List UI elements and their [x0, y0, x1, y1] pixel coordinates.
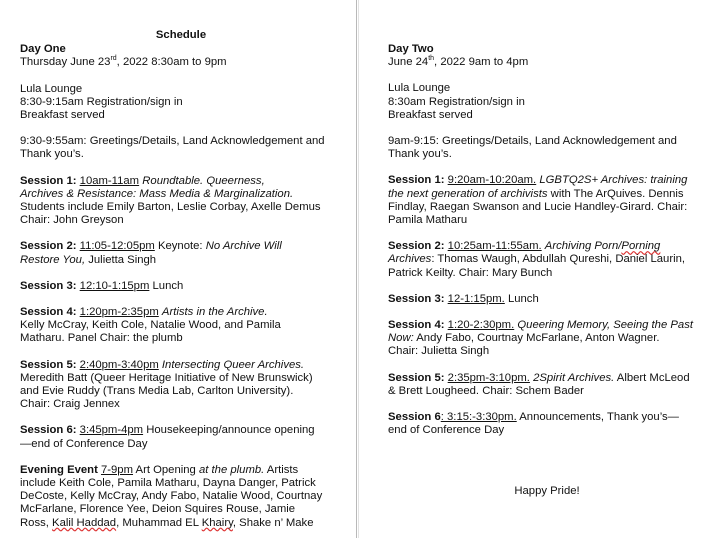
evening-event: Evening Event 7-9pm Art Opening at the plumb. Artists include Keith Cole, Pamila Matharu, Dayna Danger, Patrick DeCoste, Kelly McCray, Andy Fabo, Natalie Wood, Courtnay McFarlane, Florence Yee, Deion Squires Rouse, Jamie Ross, Kalil Haddad, Muhammad EL Khairy, Shake n’ Make	[20, 463, 323, 529]
session-time: 1:20pm-2:35pm	[79, 306, 159, 319]
day-one-greetings: 9:30-9:55am: Greetings/Details, Land Acknowledgement and Thank you’s.	[20, 135, 325, 161]
session-label: Session 3:	[388, 292, 445, 305]
day-one-heading: Day One	[20, 43, 66, 56]
session-label: Session 1:	[388, 174, 445, 187]
session-time: 2:35pm-3:10pm.	[447, 371, 530, 384]
session-time: 1:20-2:30pm.	[447, 319, 515, 332]
session-time: 12:10-1:15pm	[79, 279, 150, 292]
session-label: Session 4:	[20, 306, 77, 319]
session-label: Session 2:	[388, 240, 445, 253]
breakfast-line: Breakfast served	[388, 108, 473, 121]
session-time: 2:40pm-3:40pm	[79, 358, 159, 371]
left-page	[0, 0, 356, 538]
day-one-session-3: Session 3: 12:10-1:15pm Lunch	[20, 279, 184, 292]
page-divider	[356, 0, 357, 538]
left-page-content	[20, 29, 342, 543]
day-two-date: June 24th, 2022 9am to 4pm	[388, 55, 529, 69]
right-page	[358, 0, 720, 538]
session-time: : 3:15:-3:30pm.	[440, 411, 517, 424]
session-time: 9:20am-10:20am.	[447, 174, 537, 187]
session-label: Session 3:	[20, 279, 77, 292]
right-page-content	[388, 43, 706, 499]
session-label: Session 1:	[20, 174, 77, 187]
day-two-session-3: Session 3: 12-1:15pm. Lunch	[388, 292, 539, 305]
schedule-title: Schedule	[155, 29, 207, 41]
session-label: Session 5:	[388, 371, 445, 384]
session-time: 10am-11am	[79, 174, 140, 187]
day-two-heading: Day Two	[388, 43, 434, 55]
day-one-session-6: Session 6: 3:45pm-4pm Housekeeping/announce opening —end of Conference Day	[20, 424, 315, 450]
session-time: 10:25am-11:55am.	[447, 240, 542, 253]
venue-name: Lula Lounge	[388, 82, 451, 95]
day-two-venue	[388, 82, 706, 122]
day-two-session-4: Session 4: 1:20-2:30pm. Queering Memory, Seeing the Past Now: Andy Fabo, Courtnay McFarlane, Anton Wagner. Chair: Julietta Singh	[388, 319, 693, 358]
session-time: 12-1:15pm.	[447, 292, 505, 305]
day-two-session-5: Session 5: 2:35pm-3:10pm. 2Spirit Archives. Albert McLeod & Brett Lougheed. Chair: Schem Bader	[388, 371, 690, 397]
session-time: 3:45pm-4pm	[79, 424, 144, 437]
day-one-session-1: Session 1: 10am-11am Roundtable. Queerness, Archives & Resistance: Mass Media & Marginalization. Students include Emily Barton, Leslie Corbay, Axelle Demus Chair: John Greyson	[20, 174, 321, 227]
day-two-session-1: Session 1: 9:20am-10:20am. LGBTQ2S+ Archives: training the next generation of archivists with The ArQuives. Dennis Findlay, Raegan Swanson and Lucie Handley-Girard. Chair: Pamila Matharu	[388, 174, 688, 227]
day-one-session-4: Session 4: 1:20pm-2:35pm Artists in the Archive. Kelly McCray, Keith Cole, Natalie Wood, and Pamila Matharu. Panel Chair: the plumb	[20, 306, 281, 345]
session-time: 11:05-12:05pm	[79, 240, 155, 253]
closing-message: Happy Pride!	[514, 485, 580, 498]
session-label: Session 6	[388, 411, 441, 424]
day-one-date: Thursday June 23rd, 2022 8:30am to 9pm	[20, 55, 227, 69]
registration-line: 8:30-9:15am Registration/sign in	[20, 95, 183, 108]
day-two-session-2: Session 2: 10:25am-11:55am. Archiving Porn/Porning Archives: Thomas Waugh, Abdullah Qureshi, Daniel Laurin, Patrick Keilty. Chair: Mary Bunch	[388, 240, 686, 279]
day-two-header	[388, 43, 706, 69]
venue-name: Lula Lounge	[20, 82, 83, 95]
session-label: Session 4:	[388, 319, 445, 332]
registration-line: 8:30am Registration/sign in	[388, 95, 525, 108]
breakfast-line: Breakfast served	[20, 109, 105, 122]
day-one-venue	[20, 83, 342, 123]
session-label: Session 2:	[20, 240, 77, 253]
day-one-session-2: Session 2: 11:05-12:05pm Keynote: No Archive Will Restore You, Julietta Singh	[20, 240, 282, 266]
evening-time: 7-9pm	[100, 463, 134, 476]
session-label: Session 6:	[20, 424, 77, 437]
day-two-greetings: 9am-9:15: Greetings/Details, Land Acknowledgement and Thank you’s.	[388, 135, 677, 161]
session-label: Session 5:	[20, 358, 77, 371]
evening-label: Evening Event	[20, 463, 98, 476]
day-two-session-6: Session 6: 3:15:-3:30pm. Announcements, Thank you’s— end of Conference Day	[388, 411, 679, 437]
day-one-session-5: Session 5: 2:40pm-3:40pm Intersecting Queer Archives. Meredith Batt (Queer Heritage Initiative of New Brunswick) and Evie Ruddy (Trans Media Lab, Carlton University). Chair: Craig Jennex	[20, 358, 313, 411]
day-one-header	[20, 43, 342, 69]
